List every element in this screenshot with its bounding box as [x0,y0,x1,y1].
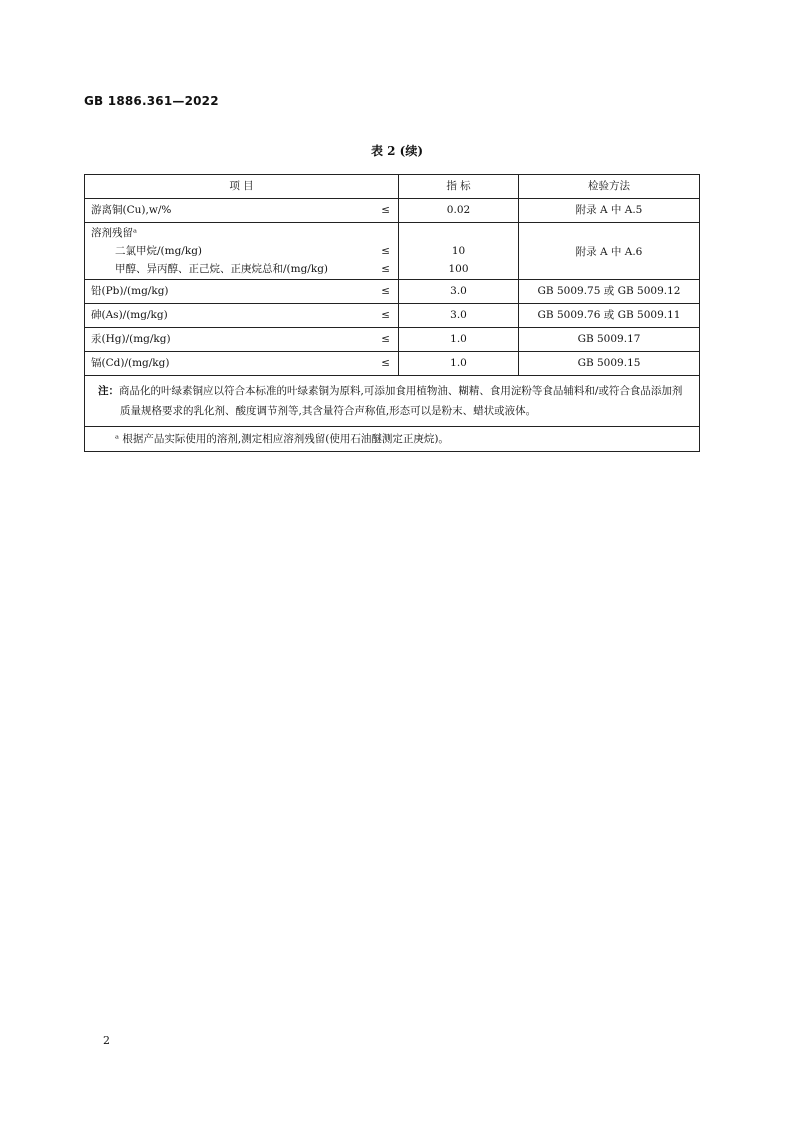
solvent-residue-row [85,222,699,279]
note-label: 注： [98,385,119,397]
solvent-value-cell [398,223,518,279]
row-cell-value: 1.0 [398,352,518,375]
row-cell-method: GB 5009.76 或 GB 5009.11 [518,304,699,327]
table-note [85,375,699,426]
table-row [85,198,699,222]
table-footnote: ᵃ 根据产品实际使用的溶剂,测定相应溶剂残留(使用石油醚测定正庚烷)。 [85,426,699,451]
le-symbol: ≤ [381,357,390,369]
solvent-sub1: 二氯甲烷/(mg/kg) [115,245,203,257]
header-method: 检验方法 [518,175,699,198]
solvent-title: 溶剂残留ᵃ [91,227,138,239]
row-cell-item [85,199,398,222]
le-symbol: ≤ [381,204,390,216]
table-row [85,351,699,375]
row-cell-value: 3.0 [398,280,518,303]
solvent-sub1-value: 10 [451,245,466,257]
row-cell-method: 附录 A 中 A.5 [518,199,699,222]
item-label: 铅(Pb)/(mg/kg) [91,285,169,297]
item-label: 镉(Cd)/(mg/kg) [91,357,170,369]
item-label: 游离铜(Cu),w/% [91,204,172,216]
item-label: 汞(Hg)/(mg/kg) [91,333,171,345]
row-cell-value: 3.0 [398,304,518,327]
spec-table [84,174,700,452]
table-header-row [85,175,699,198]
note-text: 商品化的叶绿素铜应以符合本标准的叶绿素铜为原料,可添加食用植物油、糊精、食用淀粉等食品辅料和/或符合食品添加剂质量规格要求的乳化剂、酸度调节剂等,其含量符合声称值,形态可以是粉末、蜡状或液体。 [119,385,683,417]
row-cell-value: 1.0 [398,328,518,351]
page-number: 2 [103,1034,110,1047]
table-row [85,303,699,327]
table-row [85,279,699,303]
row-cell-item [85,280,398,303]
le-symbol: ≤ [381,263,390,275]
row-cell-method: GB 5009.75 或 GB 5009.12 [518,280,699,303]
row-cell-item [85,304,398,327]
standard-header: GB 1886.361—2022 [84,94,219,108]
item-label: 砷(As)/(mg/kg) [91,309,168,321]
row-cell-item [85,352,398,375]
row-cell-method: GB 5009.15 [518,352,699,375]
le-symbol: ≤ [381,333,390,345]
le-symbol: ≤ [381,245,390,257]
solvent-sub2: 甲醇、异丙醇、正己烷、正庚烷总和/(mg/kg) [115,263,329,275]
le-symbol: ≤ [381,309,390,321]
solvent-sub2-value: 100 [448,263,469,275]
header-value: 指 标 [398,175,518,198]
solvent-item-cell [85,223,398,279]
row-cell-method: GB 5009.17 [518,328,699,351]
header-item: 项 目 [229,180,254,192]
le-symbol: ≤ [381,285,390,297]
solvent-method-cell: 附录 A 中 A.6 [518,223,699,279]
row-cell-value: 0.02 [398,199,518,222]
table-row [85,327,699,351]
table-title: 表 2 (续) [370,144,424,158]
row-cell-item [85,328,398,351]
